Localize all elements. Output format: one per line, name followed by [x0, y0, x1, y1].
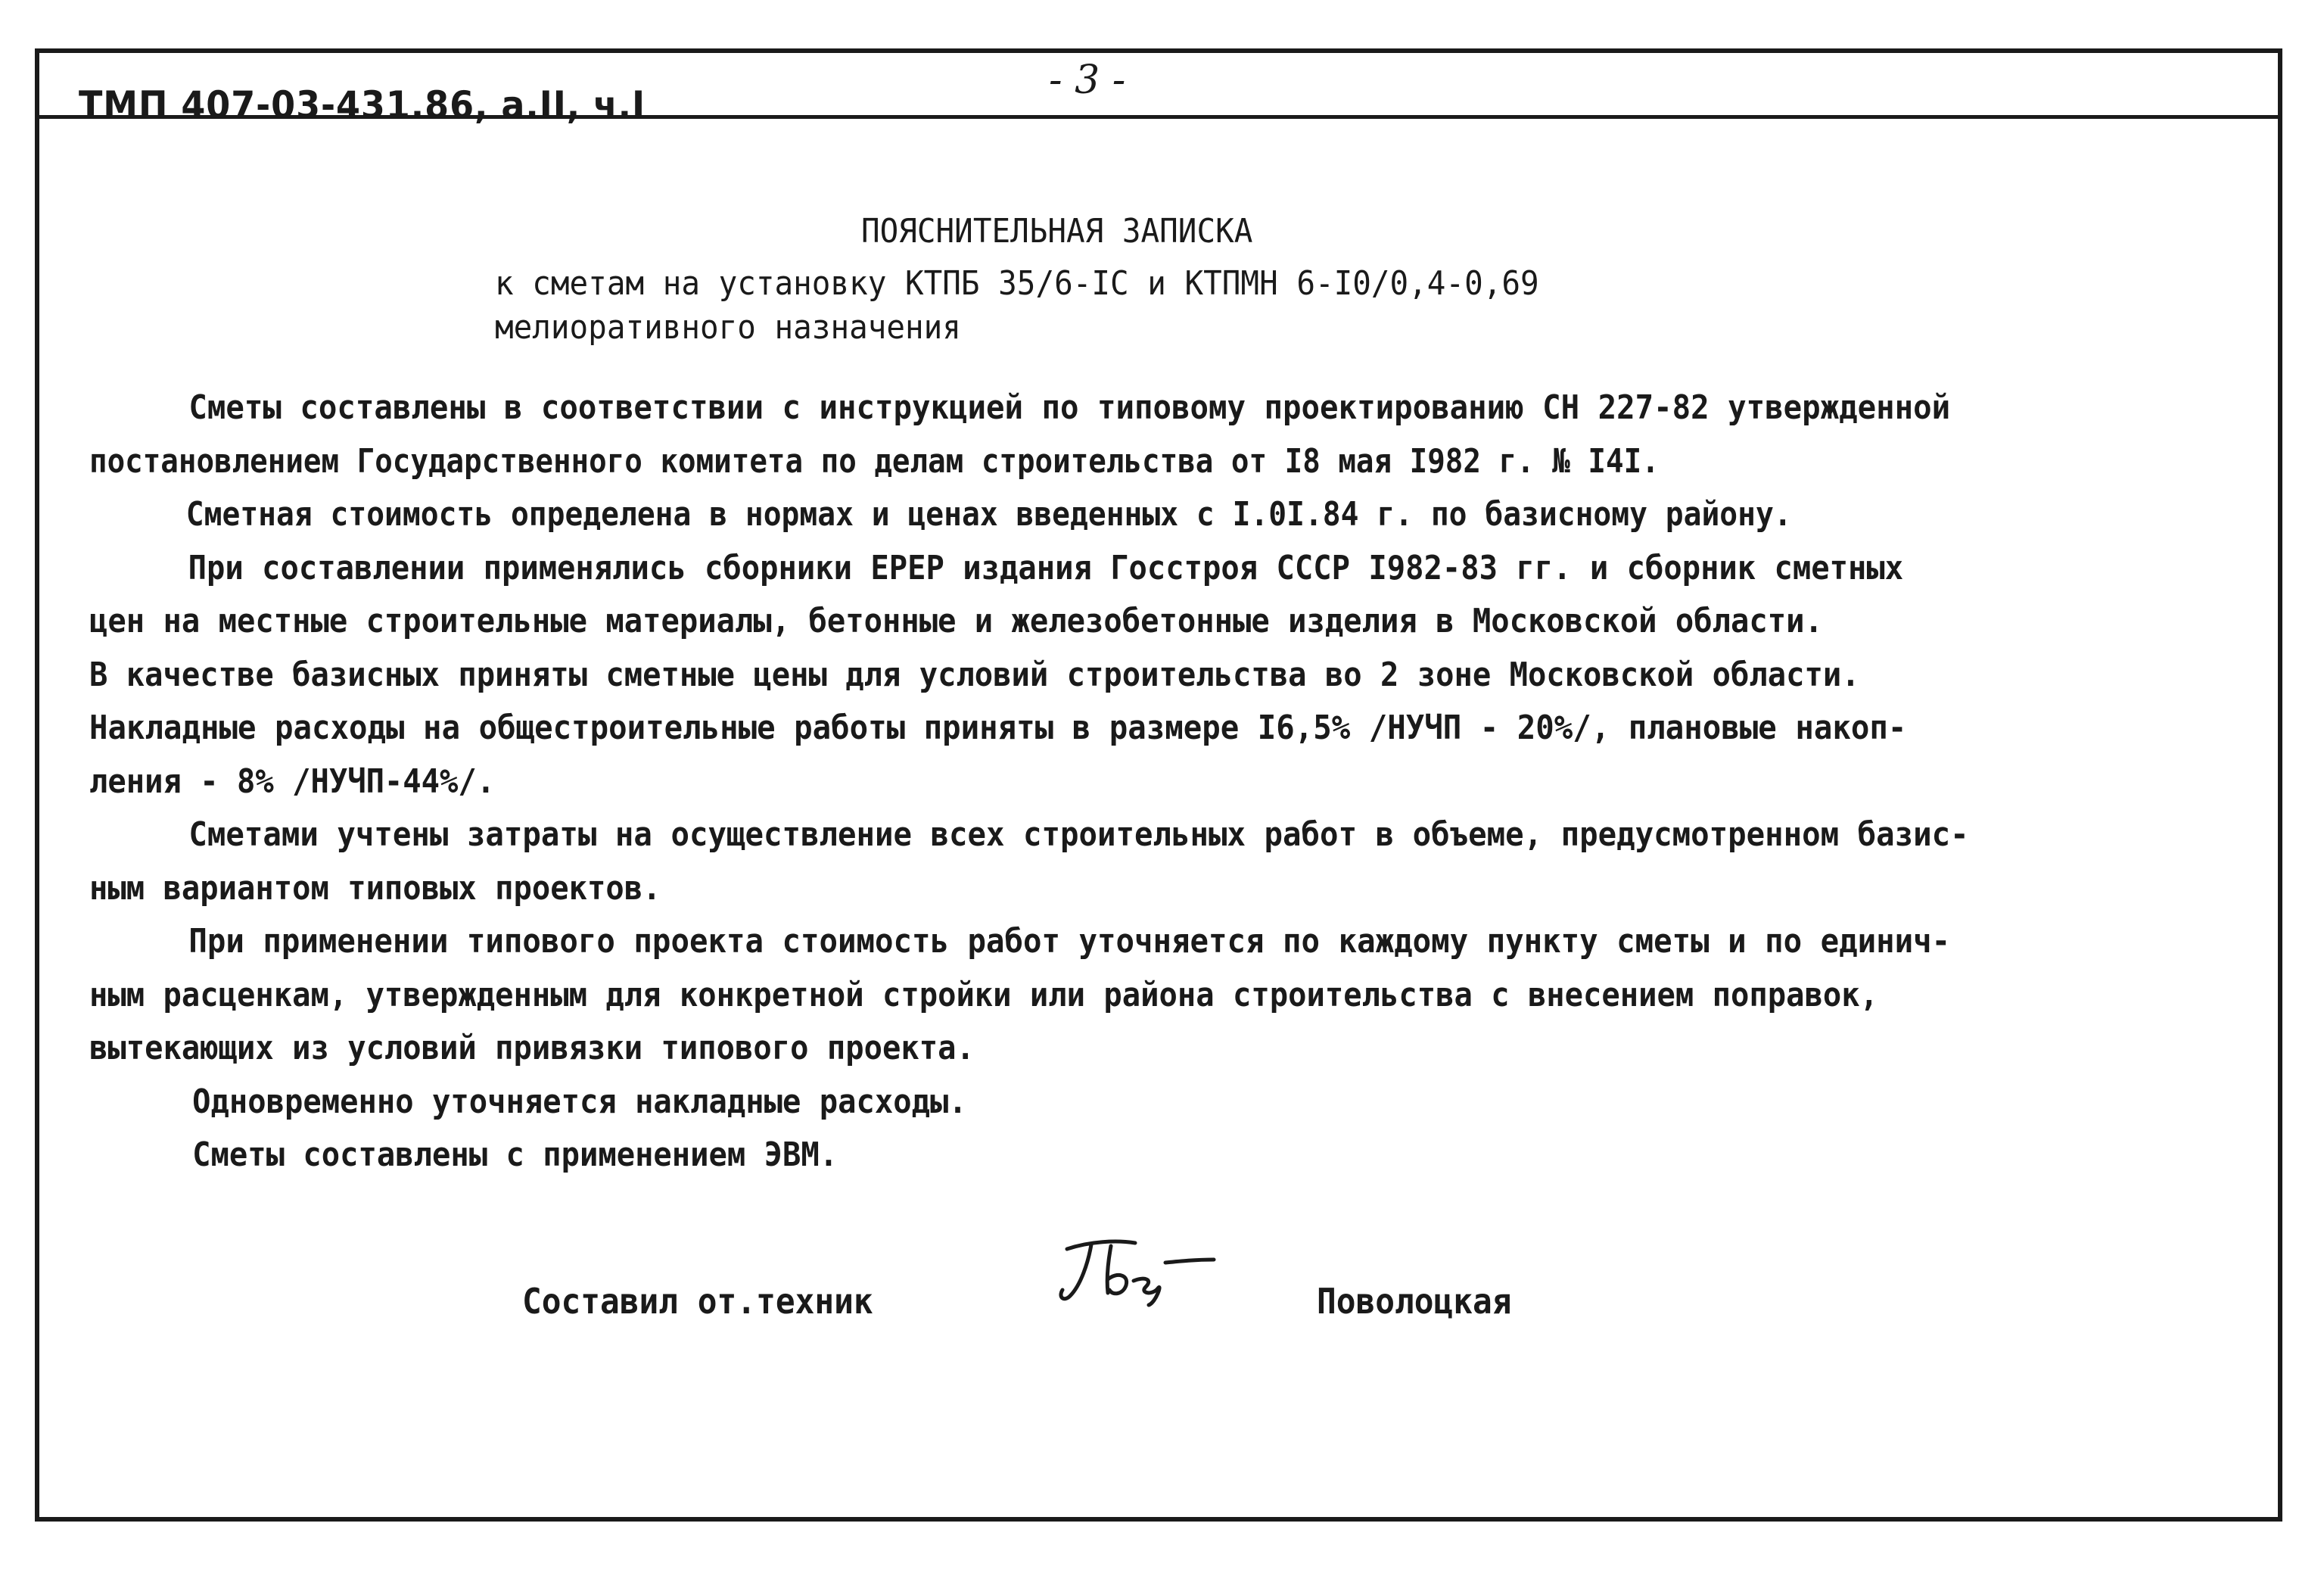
body-line: Сметами учтены затраты на осуществление всех строительных работ в объеме, предусмотренном базис- [188, 815, 1969, 854]
body-line: ным расценкам, утвержденным для конкретной стройки или района строительства с внесением поправок, [89, 975, 1878, 1014]
body-line: ления - 8% /НУЧП-44%/. [89, 762, 496, 801]
body-line: Сметы составлены с применением ЭВМ. [192, 1135, 838, 1174]
document-title: ПОЯСНИТЕЛЬНАЯ ЗАПИСКА [861, 212, 1253, 251]
handwritten-signature [1044, 1232, 1218, 1316]
body-line: Накладные расходы на общестроительные работы приняты в размере I6,5% /НУЧП - 20%/, плановые накоп- [89, 709, 1907, 747]
body-line: ным вариантом типовых проектов. [89, 868, 661, 908]
body-line: Сметная стоимость определена в нормах и ценах введенных с I.0I.84 г. по базисному району. [185, 495, 1792, 534]
body-line: При составлении применялись сборники ЕРЕР издания Госстроя СССР I982-83 гг. и сборник сметных [188, 548, 1904, 587]
body-line: При применении типового проекта стоимость работ уточняется по каждому пункту сметы и по единич- [188, 922, 1951, 961]
page-number: - 3 - [1049, 58, 1126, 103]
body-line: Сметы составлены в соответствии с инструкцией по типовому проектированию СН 227-82 утвержденной [188, 388, 1951, 427]
body-line: В качестве базисных приняты сметные цены для условий строительства во 2 зоне Московской области. [89, 655, 1860, 694]
body-line: цен на местные строительные материалы, бетонные и железобетонные изделия в Московской области. [89, 602, 1823, 640]
subtitle-line: мелиоративного назначения [495, 308, 961, 347]
body-line: Одновременно уточняется накладные расходы. [192, 1082, 967, 1121]
document-subtitle [495, 262, 1539, 350]
subtitle-line: к сметам на установку КТПБ 35/6-IС и КТПМН 6-I0/0,4-0,69 [495, 264, 1539, 303]
document-code: ТМП 407-03-431.86, а.II, ч.I [79, 83, 646, 127]
body-line: постановлением Государственного комитета по делам строительства от I8 мая I982 г. № I4I. [89, 441, 1660, 481]
signatory-name: Поволоцкая [1317, 1281, 1512, 1322]
explanatory-note-body [89, 382, 2299, 1182]
body-line: вытекающих из условий привязки типового проекта. [89, 1029, 975, 1067]
signature-label: Составил от.техник [522, 1281, 873, 1322]
